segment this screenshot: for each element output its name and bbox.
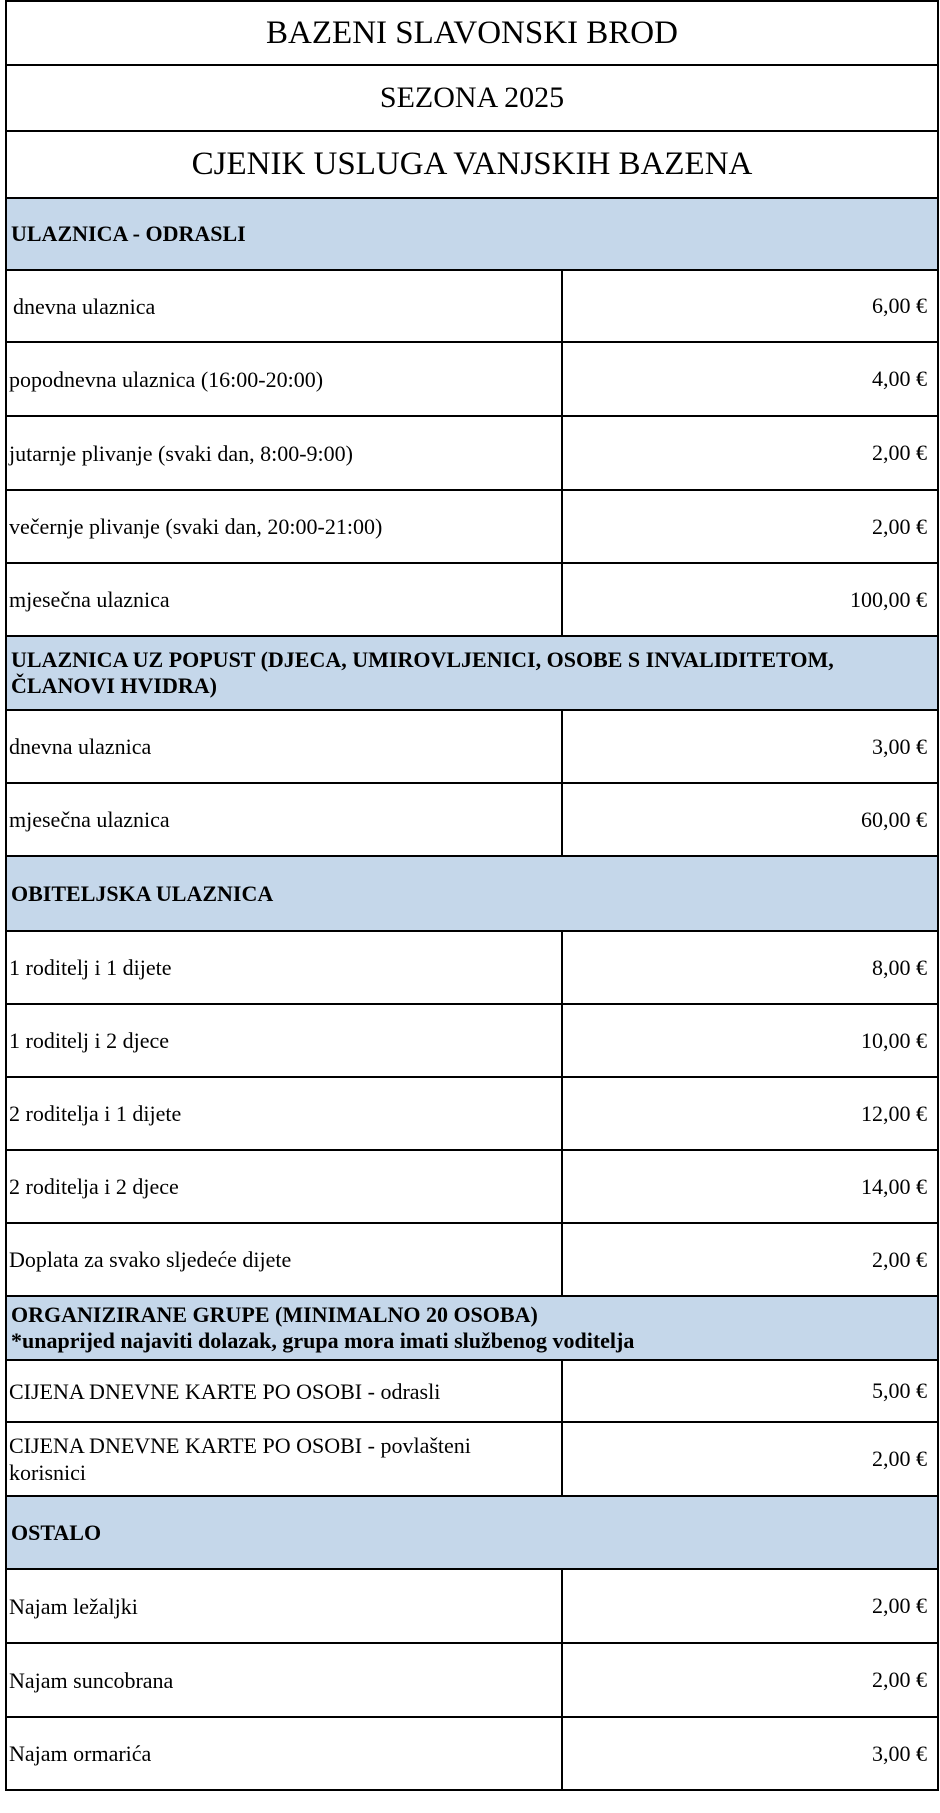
item-price: 2,00 € [562, 416, 938, 490]
item-name: Najam ležaljki [6, 1569, 562, 1643]
table-row [6, 1643, 938, 1717]
season-label: SEZONA 2025 [6, 65, 938, 131]
item-name: dnevna ulaznica [6, 270, 562, 342]
section-header [6, 198, 938, 270]
section-header [6, 1296, 938, 1360]
item-price: 12,00 € [562, 1077, 938, 1150]
table-row [6, 563, 938, 636]
section-header [6, 636, 938, 710]
item-price: 4,00 € [562, 342, 938, 416]
table-row [6, 1360, 938, 1422]
price-list-sheet [5, 0, 937, 1791]
item-price: 100,00 € [562, 563, 938, 636]
table-row [6, 1223, 938, 1296]
item-name: 1 roditelj i 2 djece [6, 1004, 562, 1077]
table-row [6, 1422, 938, 1496]
item-name: Najam ormarića [6, 1717, 562, 1790]
subtitle-row [6, 131, 938, 198]
table-row [6, 710, 938, 783]
item-price: 60,00 € [562, 783, 938, 856]
section-heading: ORGANIZIRANE GRUPE (MINIMALNO 20 OSOBA) [11, 1302, 538, 1327]
table-row [6, 342, 938, 416]
item-name: 2 roditelja i 2 djece [6, 1150, 562, 1223]
item-name: mjesečna ulaznica [6, 563, 562, 636]
item-price: 2,00 € [562, 1643, 938, 1717]
table-row [6, 1569, 938, 1643]
section-heading: ULAZNICA - ODRASLI [6, 198, 938, 270]
item-price: 2,00 € [562, 490, 938, 563]
item-price: 2,00 € [562, 1569, 938, 1643]
section-note: *unaprijed najaviti dolazak, grupa mora imati službenog voditelja [11, 1328, 635, 1353]
section-heading: OSTALO [6, 1496, 938, 1569]
item-name: 2 roditelja i 1 dijete [6, 1077, 562, 1150]
item-name: mjesečna ulaznica [6, 783, 562, 856]
item-name: popodnevna ulaznica (16:00-20:00) [6, 342, 562, 416]
table-row [6, 1150, 938, 1223]
section-header [6, 1496, 938, 1569]
item-price: 3,00 € [562, 1717, 938, 1790]
table-row [6, 931, 938, 1004]
item-price: 5,00 € [562, 1360, 938, 1422]
item-name: Doplata za svako sljedeće dijete [6, 1223, 562, 1296]
item-price: 6,00 € [562, 270, 938, 342]
table-row [6, 1717, 938, 1790]
title-row [6, 1, 938, 65]
item-name: CIJENA DNEVNE KARTE PO OSOBI - povlašteni korisnici [6, 1422, 562, 1496]
section-header [6, 856, 938, 931]
section-heading-cell [6, 1296, 938, 1360]
table-row [6, 270, 938, 342]
item-name: dnevna ulaznica [6, 710, 562, 783]
item-name: 1 roditelj i 1 dijete [6, 931, 562, 1004]
price-table [5, 0, 939, 1791]
item-name: večernje plivanje (svaki dan, 20:00-21:00) [6, 490, 562, 563]
table-row [6, 783, 938, 856]
table-row [6, 490, 938, 563]
item-name: CIJENA DNEVNE KARTE PO OSOBI - odrasli [6, 1360, 562, 1422]
item-name: jutarnje plivanje (svaki dan, 8:00-9:00) [6, 416, 562, 490]
item-price: 2,00 € [562, 1223, 938, 1296]
item-name: Najam suncobrana [6, 1643, 562, 1717]
table-row [6, 1077, 938, 1150]
item-price: 3,00 € [562, 710, 938, 783]
item-price: 14,00 € [562, 1150, 938, 1223]
item-price: 10,00 € [562, 1004, 938, 1077]
table-row [6, 1004, 938, 1077]
page-subtitle: CJENIK USLUGA VANJSKIH BAZENA [6, 131, 938, 198]
section-heading: ULAZNICA UZ POPUST (DJECA, UMIROVLJENICI, OSOBE S INVALIDITETOM, ČLANOVI HVIDRA) [6, 636, 938, 710]
table-row [6, 416, 938, 490]
season-row [6, 65, 938, 131]
section-heading: OBITELJSKA ULAZNICA [6, 856, 938, 931]
item-price: 2,00 € [562, 1422, 938, 1496]
item-price: 8,00 € [562, 931, 938, 1004]
page-title: BAZENI SLAVONSKI BROD [6, 1, 938, 65]
